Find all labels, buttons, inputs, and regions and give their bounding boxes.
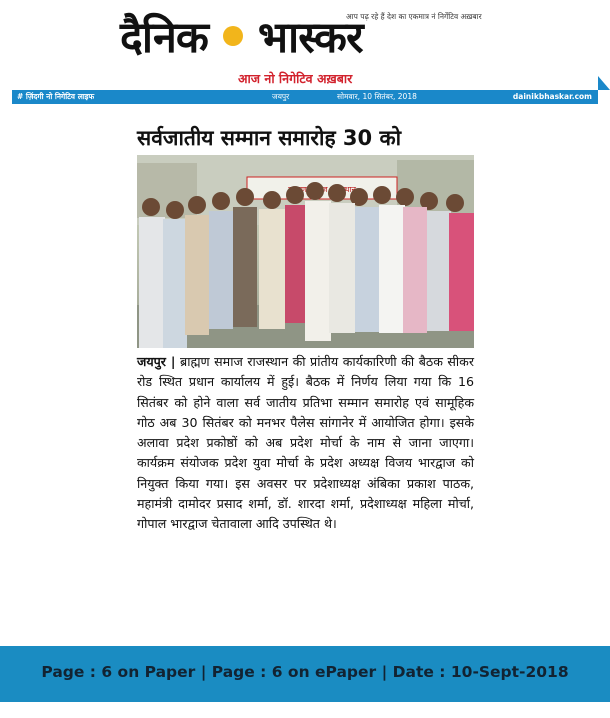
edition-city: जयपुर xyxy=(272,92,290,101)
masthead xyxy=(0,0,610,92)
subbrand-tagline: आज नो निगेटिव अख़बार xyxy=(238,71,353,86)
logo-word-dainik: दैनिक xyxy=(120,13,208,63)
article-dateline: जयपुर | xyxy=(137,354,176,369)
corner-decoration xyxy=(598,76,610,90)
strip-slogan: # ज़िंदगी नो निगेटिव लाइफ xyxy=(17,92,95,101)
article-body-text: ब्राह्मण समाज राजस्थान की प्रांतीय कार्यकारिणी की बैठक सीकर रोड स्थित प्रधान कार्यालय में हुई। बैठक में निर्णय लिया गया कि 16 सितंबर को होने वाला सर्व जातीय प्रतिभा सम्मान समारोह एवं सामूहिक गोठ अब 30 सितंबर को मनभर पैलेस सांगानेर में आयोजित होगा। इसके अलावा प्रदेश प्रकोष्ठों को अब प्रदेश मोर्चा के नाम से जाना जाएगा। कार्यक्रम संयोजक प्रदेश युवा मोर्चा के प्रदेश अध्यक्ष विजय भारद्वाज को नियुक्त किया गया। इस अवसर पर प्रदेशाध्यक्ष अंबिका प्रकाश पाठक, महामंत्री दामोदर प्रसाद शर्मा, डॉ. शारदा शर्मा, प्रदेशाध्यक्ष महिला मोर्चा, गोपाल भारद्वाज चेतावाला आदि उपस्थित थे। xyxy=(137,354,474,532)
edition-date: सोमवार, 10 सितंबर, 2018 xyxy=(337,92,417,101)
edition-strip xyxy=(12,90,598,104)
page-info-footer xyxy=(0,646,610,702)
sun-icon xyxy=(223,26,243,46)
logo-word-bhaskar: भास्कर xyxy=(257,13,363,63)
masthead-tagline: आप पढ़ रहे हैं देश का एकमात्र नं निर्गेटिव अख़बार xyxy=(346,12,482,21)
group-photo xyxy=(137,155,474,348)
website-link[interactable]: dainikbhaskar.com xyxy=(512,92,592,101)
article-headline: सर्वजातीय सम्मान समारोह 30 को xyxy=(137,126,402,150)
group-photo-illustration xyxy=(137,155,474,348)
newspaper-logo xyxy=(120,12,363,64)
page-info-text: Page : 6 on Paper | Page : 6 on ePaper | Date : 10-Sept-2018 xyxy=(41,663,569,681)
article-body xyxy=(137,352,474,535)
